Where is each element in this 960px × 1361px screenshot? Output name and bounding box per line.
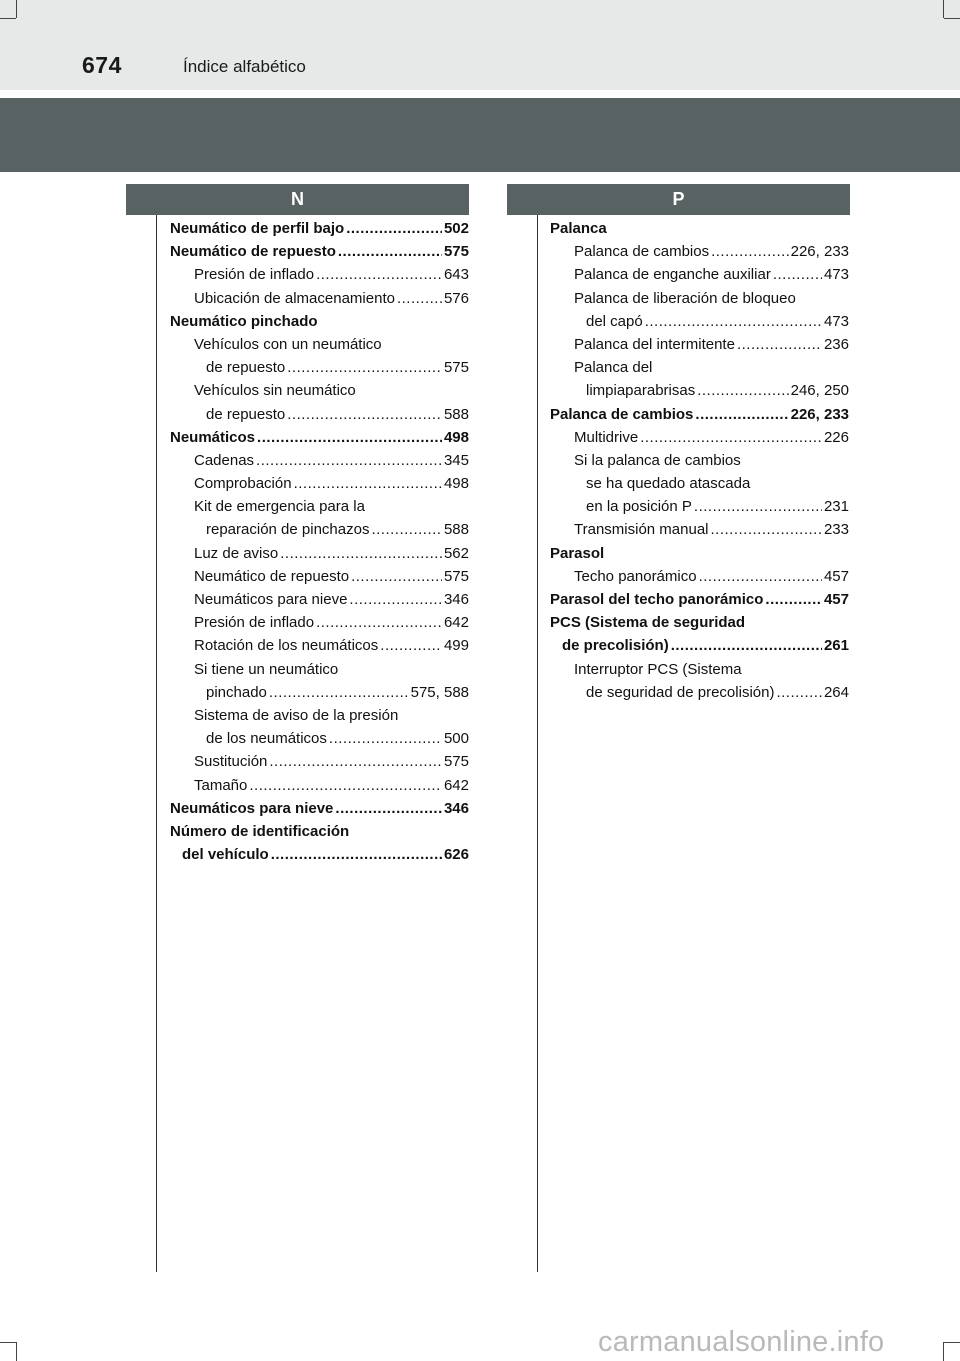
leader-dots xyxy=(640,426,822,449)
entry-term: de repuesto xyxy=(206,405,286,423)
leader-dots xyxy=(694,495,822,518)
entry-page: 233 xyxy=(823,521,849,539)
entry-term: reparación de pinchazos xyxy=(206,521,370,539)
index-entry xyxy=(550,658,849,681)
index-entry xyxy=(550,287,849,310)
entry-page: 473 xyxy=(823,312,849,330)
entry-term: Presión de inflado xyxy=(194,614,315,632)
leader-dots xyxy=(257,426,442,449)
index-entry xyxy=(170,403,469,426)
index-column-n xyxy=(170,217,469,866)
index-entry xyxy=(170,426,469,449)
index-entry xyxy=(550,634,849,657)
entry-term: pinchado xyxy=(206,683,267,701)
leader-dots xyxy=(773,263,822,286)
index-entry xyxy=(550,588,849,611)
index-entry xyxy=(170,588,469,611)
leader-dots xyxy=(351,565,442,588)
entry-term: Multidrive xyxy=(574,428,639,446)
entry-page: 575 xyxy=(443,243,469,261)
leader-dots xyxy=(711,240,789,263)
entry-page: 346 xyxy=(443,799,469,817)
index-entry xyxy=(550,565,849,588)
leader-dots xyxy=(280,542,442,565)
index-entry xyxy=(550,426,849,449)
page-title: Índice alfabético xyxy=(183,57,306,76)
index-entry xyxy=(170,472,469,495)
leader-dots xyxy=(316,611,442,634)
index-entry xyxy=(550,240,849,263)
index-entry xyxy=(550,518,849,541)
entry-term: de seguridad de precolisión) xyxy=(586,683,775,701)
index-entry xyxy=(170,750,469,773)
index-entry xyxy=(170,542,469,565)
entry-page: 575 xyxy=(443,753,469,771)
leader-dots xyxy=(294,472,442,495)
leader-dots xyxy=(335,797,442,820)
index-entry xyxy=(170,449,469,472)
index-entry xyxy=(170,263,469,286)
entry-page: 236 xyxy=(823,335,849,353)
entry-page: 588 xyxy=(443,405,469,423)
leader-dots xyxy=(695,403,788,426)
entry-term: Palanca del xyxy=(574,359,653,377)
entry-page: 261 xyxy=(823,637,849,655)
entry-term: Palanca de liberación de bloqueo xyxy=(574,289,796,307)
entry-term: Palanca de cambios xyxy=(574,243,710,261)
entry-term: de precolisión) xyxy=(562,637,669,655)
entry-page: 576 xyxy=(443,289,469,307)
leader-dots xyxy=(371,518,442,541)
entry-page: 575, 588 xyxy=(410,683,469,701)
entry-page: 500 xyxy=(443,730,469,748)
entry-page: 246, 250 xyxy=(790,382,849,400)
entry-term: se ha quedado atascada xyxy=(586,475,751,493)
entry-term: Comprobación xyxy=(194,475,292,493)
index-entry xyxy=(170,843,469,866)
crop-mark xyxy=(943,1342,944,1361)
leader-dots xyxy=(271,843,442,866)
entry-page: 264 xyxy=(823,683,849,701)
entry-page: 226, 233 xyxy=(790,405,849,423)
leader-dots xyxy=(765,588,822,611)
entry-term: Neumático de repuesto xyxy=(194,567,350,585)
leader-dots xyxy=(249,774,442,797)
index-entry xyxy=(170,379,469,402)
section-letter-n: N xyxy=(126,184,469,215)
index-entry xyxy=(550,681,849,704)
entry-page: 498 xyxy=(443,428,469,446)
crop-mark xyxy=(16,0,17,18)
entry-term: Tamaño xyxy=(194,776,248,794)
entry-term: Palanca de enganche auxiliar xyxy=(574,266,771,284)
entry-page: 575 xyxy=(443,567,469,585)
leader-dots xyxy=(287,403,442,426)
index-entry xyxy=(550,379,849,402)
entry-page: 502 xyxy=(443,220,469,237)
watermark: carmanualsonline.info xyxy=(598,1326,885,1358)
index-entry xyxy=(550,310,849,333)
index-entry xyxy=(170,611,469,634)
entry-page: 643 xyxy=(443,266,469,284)
index-entry xyxy=(170,356,469,379)
column-rule-n xyxy=(156,215,157,1272)
leader-dots xyxy=(697,379,788,402)
entry-term: Presión de inflado xyxy=(194,266,315,284)
leader-dots xyxy=(397,287,442,310)
leader-dots xyxy=(287,356,442,379)
leader-dots xyxy=(380,634,442,657)
index-entry xyxy=(170,681,469,704)
section-letter-p: P xyxy=(507,184,850,215)
entry-term: Interruptor PCS (Sistema xyxy=(574,660,742,678)
leader-dots xyxy=(645,310,822,333)
entry-term: Neumáticos para nieve xyxy=(170,799,334,817)
entry-term: Techo panorámico xyxy=(574,567,697,585)
leader-dots xyxy=(269,750,442,773)
index-entry xyxy=(170,217,469,240)
entry-term: limpiaparabrisas xyxy=(586,382,696,400)
entry-term: Si la palanca de cambios xyxy=(574,451,741,469)
entry-term: Sistema de aviso de la presión xyxy=(194,706,399,724)
entry-page: 457 xyxy=(823,591,849,608)
entry-term: Palanca del intermitente xyxy=(574,335,735,353)
leader-dots xyxy=(346,217,442,240)
index-entry xyxy=(170,333,469,356)
entry-term: Cadenas xyxy=(194,451,255,469)
page-number: 674 xyxy=(82,52,122,78)
entry-page: 499 xyxy=(443,637,469,655)
entry-page: 226 xyxy=(823,428,849,446)
entry-term: Neumático pinchado xyxy=(170,312,318,330)
leader-dots xyxy=(699,565,822,588)
leader-dots xyxy=(737,333,822,356)
entry-term: Vehículos sin neumático xyxy=(194,382,356,400)
entry-page: 642 xyxy=(443,776,469,794)
entry-term: Neumático de repuesto xyxy=(170,243,336,261)
entry-page: 457 xyxy=(823,567,849,585)
index-entry xyxy=(170,774,469,797)
crop-mark xyxy=(0,1342,16,1343)
crop-mark xyxy=(944,1342,960,1343)
leader-dots xyxy=(256,449,442,472)
entry-term: Neumático de perfil bajo xyxy=(170,220,345,237)
header-band xyxy=(0,98,960,172)
entry-term: de los neumáticos xyxy=(206,730,327,748)
index-entry xyxy=(170,634,469,657)
index-entry xyxy=(550,333,849,356)
page-header xyxy=(0,0,960,90)
index-entry xyxy=(170,495,469,518)
index-entry xyxy=(550,263,849,286)
entry-page: 345 xyxy=(443,451,469,469)
entry-page: 473 xyxy=(823,266,849,284)
entry-page: 588 xyxy=(443,521,469,539)
entry-page: 498 xyxy=(443,475,469,493)
entry-term: Neumáticos para nieve xyxy=(194,591,348,608)
index-entry xyxy=(170,704,469,727)
entry-page: 562 xyxy=(443,544,469,562)
index-entry xyxy=(170,287,469,310)
index-entry xyxy=(170,658,469,681)
index-entry xyxy=(170,727,469,750)
entry-term: Luz de aviso xyxy=(194,544,279,562)
entry-term: Sustitución xyxy=(194,753,268,771)
entry-term: Palanca xyxy=(550,220,607,237)
index-column-p xyxy=(550,217,849,704)
index-entry xyxy=(550,403,849,426)
index-entry xyxy=(550,449,849,472)
leader-dots xyxy=(671,634,822,657)
crop-mark xyxy=(16,1342,17,1361)
index-entry xyxy=(550,611,849,634)
entry-term: Parasol del techo panorámico xyxy=(550,591,764,608)
index-entry xyxy=(550,217,849,240)
leader-dots xyxy=(711,518,822,541)
entry-term: Kit de emergencia para la xyxy=(194,498,365,516)
index-entry xyxy=(170,518,469,541)
entry-term: Número de identificación xyxy=(170,822,350,840)
leader-dots xyxy=(349,588,442,611)
entry-page: 626 xyxy=(443,846,469,864)
leader-dots xyxy=(338,240,442,263)
index-entry xyxy=(170,240,469,263)
entry-term: Vehículos con un neumático xyxy=(194,335,382,353)
entry-page: 642 xyxy=(443,614,469,632)
crop-mark xyxy=(944,18,960,19)
entry-term: Palanca de cambios xyxy=(550,405,694,423)
entry-term: de repuesto xyxy=(206,359,286,377)
index-entry xyxy=(550,356,849,379)
entry-term: Si tiene un neumático xyxy=(194,660,339,678)
index-entry xyxy=(550,472,849,495)
leader-dots xyxy=(776,681,822,704)
index-entry xyxy=(170,797,469,820)
entry-term: Neumáticos xyxy=(170,428,256,446)
leader-dots xyxy=(316,263,442,286)
index-entry xyxy=(170,820,469,843)
entry-page: 575 xyxy=(443,359,469,377)
entry-term: Parasol xyxy=(550,544,605,562)
leader-dots xyxy=(269,681,409,704)
index-entry xyxy=(170,310,469,333)
entry-term: del capó xyxy=(586,312,643,330)
entry-page: 231 xyxy=(823,498,849,516)
leader-dots xyxy=(329,727,442,750)
entry-page: 346 xyxy=(443,591,469,608)
entry-term: PCS (Sistema de seguridad xyxy=(550,614,746,632)
entry-term: del vehículo xyxy=(182,846,269,864)
crop-mark xyxy=(943,0,944,18)
crop-mark xyxy=(0,18,16,19)
index-entry xyxy=(550,542,849,565)
entry-term: en la posición P xyxy=(586,498,692,516)
column-rule-p xyxy=(537,215,538,1272)
entry-page: 226, 233 xyxy=(790,243,849,261)
entry-term: Ubicación de almacenamiento xyxy=(194,289,395,307)
entry-term: Transmisión manual xyxy=(574,521,709,539)
index-entry xyxy=(170,565,469,588)
entry-term: Rotación de los neumáticos xyxy=(194,637,379,655)
index-entry xyxy=(550,495,849,518)
